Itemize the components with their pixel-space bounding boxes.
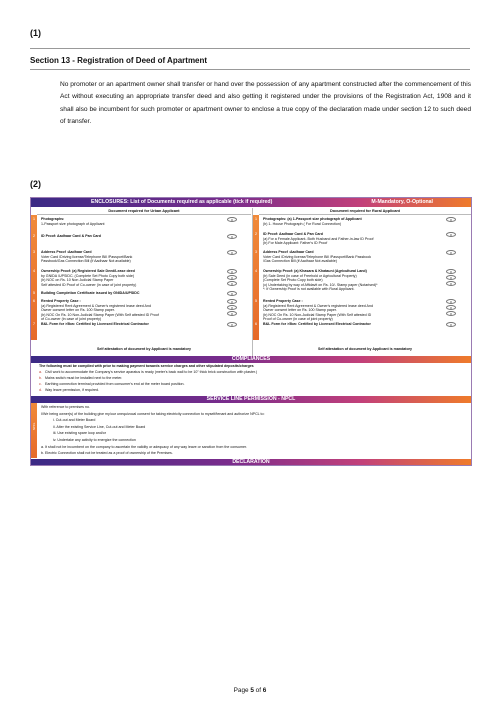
urban-item	[41, 269, 211, 287]
service-line-text-row: a. It shall not be incumbent on the company to ascertain the validity or adequacy of any way leave or sanction from the consumer.	[41, 444, 247, 449]
urban-item-title: Ownership Proof: (a) Registered Sale Deed/Lease deed	[41, 269, 135, 273]
compliance-number: d.	[39, 388, 42, 392]
rural-item-title: ID Proof: Aadhaar Card & Pan Card	[263, 232, 323, 236]
rural-item-number: 5	[255, 299, 257, 303]
urban-item-line: of Co-owner (in case of joint property)	[41, 317, 102, 322]
rural-item-title: Ownership Proof: (a) Khasara & Khatauni (Agricultural Land)	[263, 269, 367, 273]
rural-item-line: (b) 1- House Photograph ( For Rural Connection)	[263, 221, 342, 226]
compliances-intro: The following must be complied with prior to making payment towards service charges and other stipulated deposits/charges	[39, 364, 254, 368]
enclosures-header	[31, 198, 471, 207]
rural-item-line: (a) Registered Rent Agreement & Owner's registered lease deed And	[263, 303, 373, 308]
rural-self-attestation: Self attestation of document by Applicant is mandatory	[317, 347, 413, 351]
rural-item	[263, 269, 433, 292]
footer-middle: of	[253, 687, 263, 694]
urban-mandatory-checkbox[interactable]: M	[227, 299, 237, 304]
urban-item-line: by GNIDA /UPSIDC. (Complete Set Photo Copy both side)	[41, 273, 135, 278]
rural-item-number: 4	[255, 269, 257, 273]
urban-mandatory-checkbox[interactable]: M	[227, 305, 237, 310]
rural-mandatory-checkbox[interactable]: M	[446, 299, 456, 304]
urban-column-header: Document required for Urban Applicant	[37, 208, 251, 215]
enclosures-title: ENCLOSURES: List of Documents required as applicable (tick if required)	[91, 199, 273, 205]
urban-item-line: (b) NOC on Rs. 10 Non Judicial Stamp Paper	[41, 278, 114, 283]
urban-item-number: 4	[33, 269, 35, 273]
urban-item	[41, 291, 211, 296]
rural-mandatory-checkbox[interactable]: M	[446, 311, 456, 316]
urban-item-number: 2	[33, 234, 35, 238]
urban-mandatory-checkbox[interactable]: M	[227, 275, 237, 280]
npcl-side-label: NPCL	[32, 422, 36, 430]
urban-item-title: Photographs:	[41, 217, 65, 221]
urban-item-number: 5	[33, 291, 35, 295]
urban-mandatory-checkbox[interactable]: M	[227, 269, 237, 274]
top-divider	[30, 48, 470, 49]
service-line-text-row: iii. Use existing spare loop and/or	[53, 431, 106, 436]
urban-item-number: 7	[33, 322, 35, 326]
rural-mandatory-checkbox[interactable]: M	[446, 322, 456, 327]
rural-item-title: Rented Property Case :	[263, 299, 303, 303]
urban-item-number: 3	[33, 250, 35, 254]
npcl-side-band	[31, 403, 37, 458]
rural-item-line: (b) For Male Applicant: Father's ID Proof	[263, 241, 328, 246]
rural-item-title: B&L Form for >5kw: Certified by Licensed Electrical Contractor	[263, 322, 371, 326]
service-line-text-row: I/We being owner(s) of the building give my/our unequivocal consent for taking electricity connection to myself/tenant and authorize NPCL to:	[41, 411, 265, 416]
rural-mandatory-checkbox[interactable]: M	[446, 269, 456, 274]
urban-item-number: 6	[33, 299, 35, 303]
rural-mandatory-checkbox[interactable]: M	[446, 275, 456, 280]
rural-mandatory-checkbox[interactable]: M	[446, 305, 456, 310]
rural-column-header: Document required for Rural Applicant	[259, 208, 471, 215]
rural-item	[263, 250, 433, 264]
urban-mandatory-checkbox[interactable]: M	[227, 281, 237, 286]
urban-self-attestation: Self attestation of document by Applicant is mandatory	[96, 347, 192, 351]
rural-mandatory-checkbox[interactable]: M	[446, 232, 456, 237]
current-page: 5	[250, 687, 254, 694]
compliances-header: COMPLIANCES	[31, 356, 471, 363]
service-line-header: SERVICE LINE PERMISSION - NPCL	[31, 396, 471, 403]
rural-item-number: 6	[255, 322, 257, 326]
urban-item-title: B&L Form for >5kw: Certified by Licensed Electrical Contractor	[41, 322, 149, 326]
urban-item-line: (b) NOC On Rs. 10 Non-Judicial Stamp Paper (With Self attested ID Proof	[41, 312, 159, 317]
urban-item-number: 1	[33, 217, 35, 221]
urban-item-title: Building Completion Certificate issued by GNIDA/UPSIDC	[41, 291, 140, 295]
urban-item	[41, 234, 211, 239]
total-pages: 6	[262, 687, 267, 694]
application-form	[30, 197, 472, 466]
section-title: Section 13 - Registration of Deed of Apartment	[30, 56, 208, 65]
rural-item-line: /Gas Connection Bill (if Aadhaar Not available)	[263, 259, 337, 264]
section-marker-1: (1)	[30, 28, 41, 38]
service-line-text-row: i. Cut-out and Meter Board	[53, 418, 96, 423]
urban-item-line: Voter Card /Driving license/Telephone Bill /Passport/Bank	[41, 254, 133, 259]
urban-item-line: Passbook/Gas Connection Bill (if Aadhaar Not available)	[41, 259, 131, 264]
page-footer	[0, 687, 500, 694]
urban-item	[41, 299, 211, 322]
footer-prefix: Page	[233, 687, 251, 694]
compliance-number: a.	[39, 370, 42, 374]
compliance-item: Mains switch must be installed next to the meter.	[45, 376, 123, 380]
rural-item	[263, 232, 433, 246]
rural-item-line: (Complete Set Photo Copy both side)	[263, 278, 323, 283]
rural-item	[263, 322, 433, 327]
rural-item	[263, 217, 433, 226]
rural-item-number: 1	[255, 217, 257, 221]
service-line-text-row: ii. Alter the existing Service Line, Cut-out and Meter Board	[53, 424, 146, 429]
urban-item-line: (a) Registered Rent Agreement & Owner's registered lease deed And	[41, 303, 151, 308]
title-divider	[30, 69, 470, 70]
compliance-number: b.	[39, 376, 42, 380]
service-line-text-row: iv. Undertake any activity to energize the connection	[53, 438, 136, 442]
urban-item-title: Address Proof :Aadhaar Card	[41, 250, 92, 254]
rural-item-line: (c) Undertaking by way of Affidavit on Rs. 10/- Stamp paper (Notarised)*	[263, 282, 378, 287]
section-marker-2: (2)	[30, 179, 41, 189]
declaration-header: DECLARATION	[31, 459, 471, 466]
rural-item	[263, 299, 433, 322]
urban-mandatory-checkbox[interactable]: M	[227, 322, 237, 327]
urban-item-title: Rented Property Case :	[41, 299, 81, 303]
rural-item-line: Owner consent letter on Rs. 100 Stamp paper.	[263, 308, 337, 313]
rural-item-line: *: If Ownership Proof is not available with Rural Applicant.	[263, 287, 355, 292]
urban-item-line: Self attested ID Proof of Co-owner (in case of joint property)	[41, 282, 137, 287]
rural-item-title: Photographs: (a) 1-Passport size photograph of Applicant	[263, 217, 362, 221]
urban-item-title: ID Proof: Aadhaar Card & Pan Card	[41, 234, 101, 238]
urban-mandatory-checkbox[interactable]: M	[227, 234, 237, 239]
urban-item	[41, 217, 211, 226]
compliance-item: Earthing connection terminal provided from consumer's end at the meter board position.	[45, 382, 185, 386]
rural-item-number: 2	[255, 232, 257, 236]
urban-mandatory-checkbox[interactable]: M	[227, 250, 237, 255]
rural-mandatory-checkbox[interactable]: M	[446, 281, 456, 286]
urban-item-line: Owner consent letter on Rs. 100 Stamp paper.	[41, 308, 115, 313]
urban-mandatory-checkbox[interactable]: M	[227, 217, 237, 222]
rural-mandatory-checkbox[interactable]: M	[446, 217, 456, 222]
compliance-item: Civil work to accommodate the Company's service aparatus is ready (meter's back wall to be 10" thick brick construction with plaster.)	[45, 370, 258, 374]
service-line-text-row: With reference to premises no.	[41, 405, 90, 409]
mandatory-note: M-Mandatory, O-Optional	[371, 199, 433, 205]
urban-mandatory-checkbox[interactable]: M	[227, 291, 237, 296]
section-body: No promoter or an apartment owner shall transfer or hand over the possession of any apartment constructed after the commencement of this Act without executing an appropriate transfer deed and also getting it registered under the provisions of the Registration Act, 1908 and it shall also be incumbent for such promoter or apartment owner to enclose a true copy of the declaration made under section 12 to such deed of transfer.	[60, 81, 471, 125]
rural-item-line: Voter Card /Driving license/Telephone Bill /Passport/Bank Passbook	[263, 254, 372, 259]
urban-item	[41, 250, 211, 264]
urban-item	[41, 322, 211, 327]
rural-item-line: Proof of Co-owner (in case of joint property)	[263, 317, 333, 322]
urban-item-line: 1-Passport size photograph of Applicant	[41, 221, 105, 226]
urban-mandatory-checkbox[interactable]: M	[227, 311, 237, 316]
rural-item-line: (a) For a Female Applicant- Both Husband and Father-in-law ID Proof	[263, 236, 374, 241]
compliance-number: c.	[39, 382, 42, 386]
rural-item-line: (b) Sale Deed (in case of Freehold or Agricultural Property)	[263, 273, 357, 278]
service-line-text-row: b. Electric Connection shall not be treated as a proof of ownership of the Premises.	[41, 451, 173, 456]
rural-item-line: (b) NOC On Rs. 10 Non-Judicial Stamp Paper (With Self attested ID	[263, 312, 372, 317]
compliance-item: Way leave permission, if required.	[45, 388, 99, 392]
rural-item-number: 3	[255, 250, 257, 254]
rural-mandatory-checkbox[interactable]: M	[446, 250, 456, 255]
rural-item-title: Address Proof :Aadhaar Card	[263, 250, 314, 254]
